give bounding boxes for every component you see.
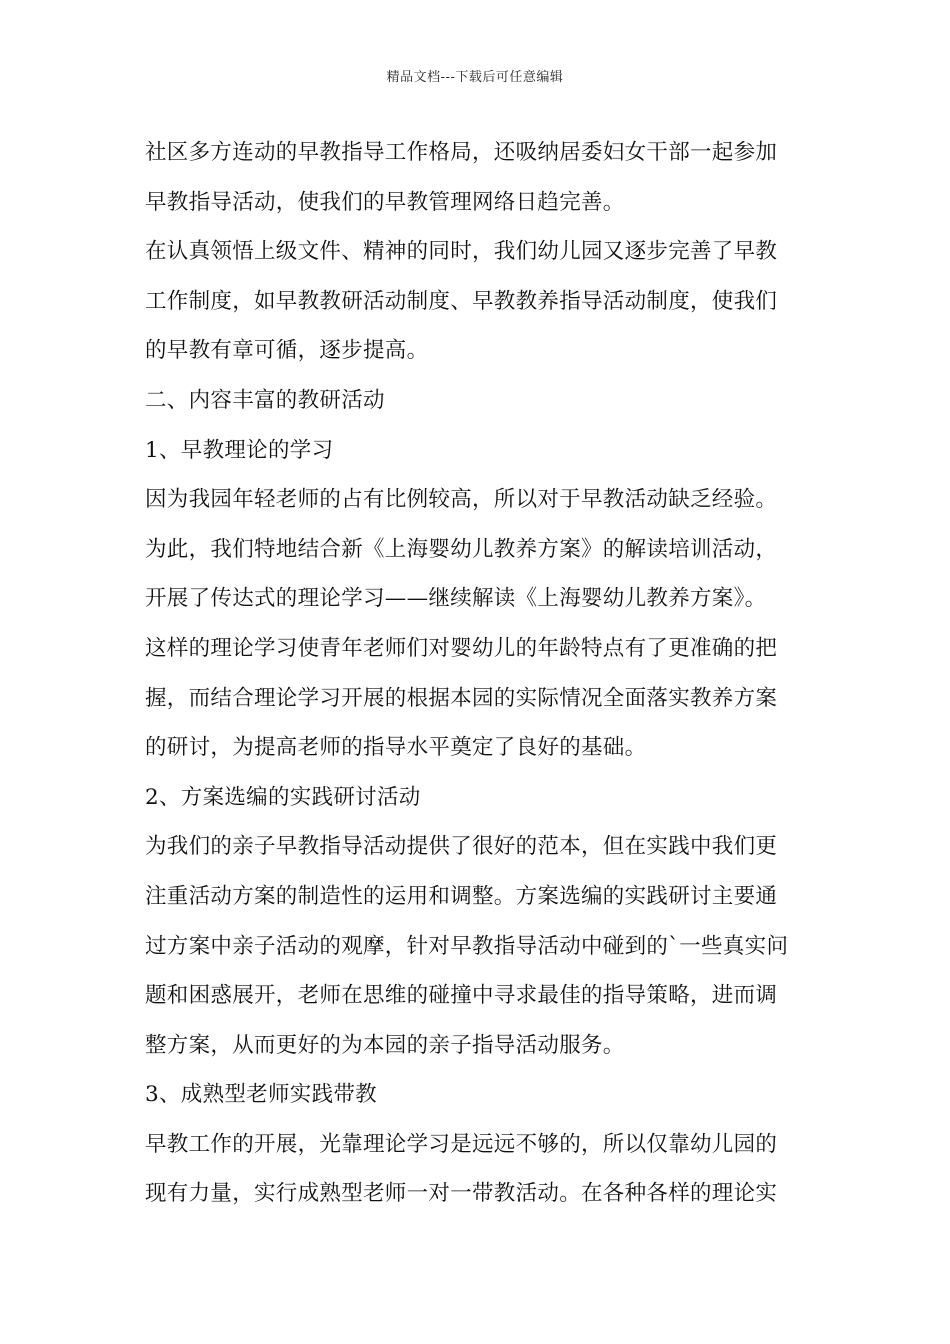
text-line: 为此，我们特地结合新《上海婴幼儿教养方案》的解读培训活动， [145, 536, 778, 562]
subsection-heading: 3、成熟型老师实践带教 [145, 1082, 377, 1108]
text-line: 现有力量，实行成熟型老师一对一带教活动。在各种各样的理论实 [145, 1181, 778, 1207]
section-heading: 二、内容丰富的教研活动 [145, 387, 385, 413]
text-line: 握，而结合理论学习开展的根据本园的实际情况全面落实教养方案 [145, 685, 778, 711]
subsection-heading: 1、早教理论的学习 [145, 437, 334, 463]
text-line: 整方案，从而更好的为本园的亲子指导活动服务。 [145, 1032, 625, 1058]
document-body [145, 128, 810, 1219]
text-line: 注重活动方案的制造性的运用和调整。方案选编的实践研讨主要通 [145, 883, 778, 909]
text-line: 早教指导活动，使我们的早教管理网络日趋完善。 [145, 189, 625, 215]
text-line: 题和困惑展开，老师在思维的碰撞中寻求最佳的指导策略，进而调 [145, 983, 778, 1009]
text-line: 开展了传达式的理论学习——继续解读《上海婴幼儿教养方案》。 [145, 586, 767, 612]
text-line: 社区多方连动的早教指导工作格局，还吸纳居委妇女干部一起参加 [145, 140, 778, 165]
text-line: 过方案中亲子活动的观摩，针对早教指导活动中碰到的`一些真实问 [145, 933, 789, 959]
subsection-heading: 2、方案选编的实践研讨活动 [145, 784, 421, 810]
text-line: 因为我园年轻老师的占有比例较高，所以对于早教活动缺乏经验。 [145, 487, 778, 513]
text-line: 在认真领悟上级文件、精神的同时，我们幼儿园又逐步完善了早教 [145, 239, 778, 265]
text-line: 为我们的亲子早教指导活动提供了很好的范本，但在实践中我们更 [145, 834, 778, 860]
text-line: 的研讨，为提高老师的指导水平奠定了良好的基础。 [145, 735, 647, 761]
text-line: 早教工作的开展，光靠理论学习是远远不够的，所以仅靠幼儿园的 [145, 1131, 778, 1157]
text-line: 的早教有章可循，逐步提高。 [145, 338, 429, 364]
text-line: 工作制度，如早教教研活动制度、早教教养指导活动制度，使我们 [145, 288, 778, 314]
text-line: 这样的理论学习使青年老师们对婴幼儿的年龄特点有了更准确的把 [145, 635, 778, 661]
page-header: 精品文档---下载后可任意编辑 [386, 70, 564, 85]
